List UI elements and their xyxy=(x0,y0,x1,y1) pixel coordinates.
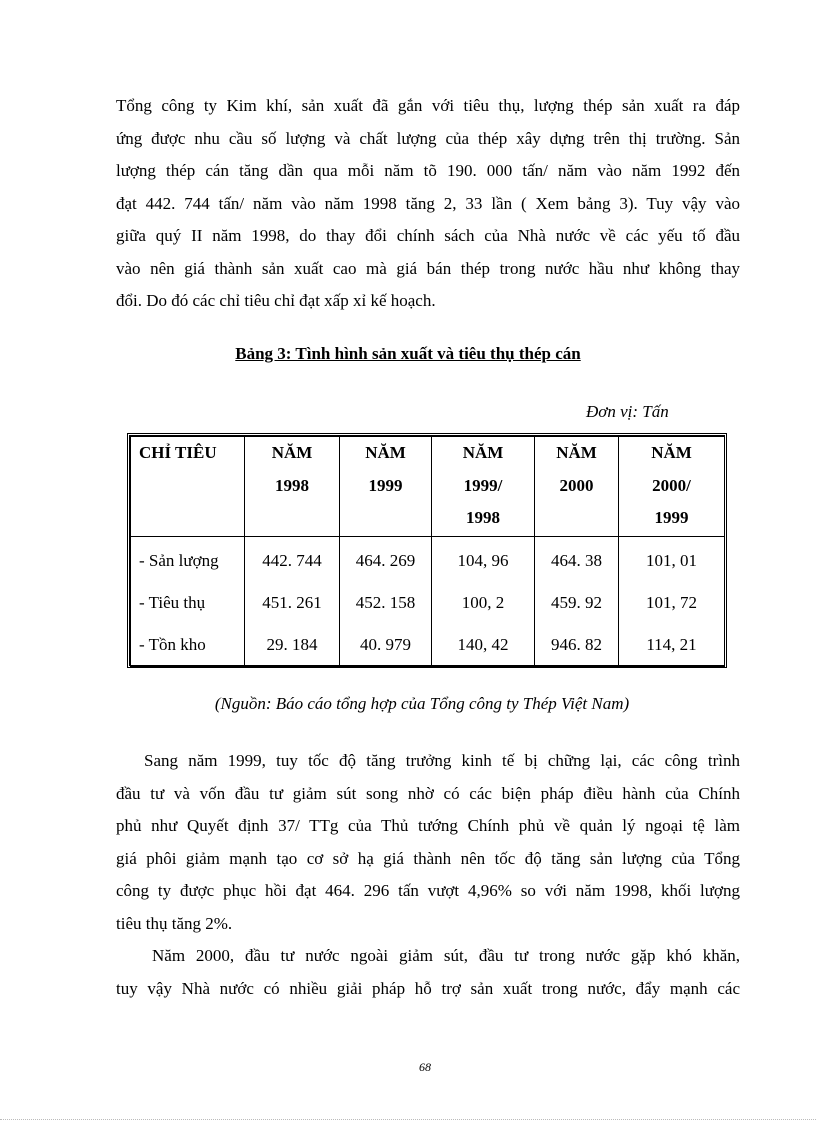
row-label: - Sản lượng xyxy=(131,537,245,583)
header-text: 2000 xyxy=(559,475,594,495)
header-1999 xyxy=(340,437,432,537)
table-cell: 29. 184 xyxy=(245,624,340,667)
table-cell: 100, 2 xyxy=(432,582,535,624)
table-cell: 946. 82 xyxy=(535,624,619,667)
header-2000-1999 xyxy=(619,437,725,537)
header-chi-tieu xyxy=(131,437,245,537)
header-text: NĂM xyxy=(365,443,406,462)
table-cell: 459. 92 xyxy=(535,582,619,624)
header-text: 2000/ xyxy=(652,475,691,495)
header-text: 1998 xyxy=(466,508,500,527)
table-cell: 40. 979 xyxy=(340,624,432,667)
text-line: Sang năm 1999, tuy tốc độ tăng trưởng kinh tế bị chững lại, các công trình xyxy=(144,751,740,770)
row-label: - Tồn kho xyxy=(131,624,245,667)
header-text: 1999 xyxy=(368,475,403,495)
header-text: NĂM xyxy=(651,443,692,462)
text-line: phủ như Quyết định 37/ TTg của Thủ tướng Chính phủ về quản lý ngoại tệ làm xyxy=(116,816,740,835)
table-cell: 452. 158 xyxy=(340,582,432,624)
unit-label: Đơn vị: Tấn xyxy=(586,402,669,421)
header-text: 1999/ xyxy=(463,475,503,495)
text-line: đạt 442. 744 tấn/ năm vào năm 1998 tăng 2, 33 lần ( Xem bảng 3). Tuy vậy vào xyxy=(116,193,740,213)
header-text: 1999 xyxy=(654,508,689,527)
header-text: NĂM xyxy=(271,443,313,462)
table-cell: 464. 38 xyxy=(535,537,619,583)
text-line: Năm 2000, đầu tư nước ngoài giảm sút, đầu tư trong nước gặp khó khăn, xyxy=(152,946,740,965)
table-cell: 451. 261 xyxy=(245,582,340,624)
paragraph-1 xyxy=(116,90,740,318)
table-cell: 464. 269 xyxy=(340,537,432,583)
text-line: công ty được phục hồi đạt 464. 296 tấn vượt 4,96% so với năm 1998, khối lượng xyxy=(116,881,740,900)
table-header-row xyxy=(131,437,725,537)
header-1998 xyxy=(245,437,340,537)
row-label: - Tiêu thụ xyxy=(131,582,245,624)
header-text: 1998 xyxy=(275,475,309,495)
text-line: vào nên giá thành sản xuất cao mà giá bán thép trong nước hầu như không thay xyxy=(116,258,740,278)
data-table xyxy=(130,436,725,667)
table-row xyxy=(131,537,725,583)
header-text: NĂM xyxy=(462,443,504,462)
table-cell: 101, 72 xyxy=(619,582,725,624)
table-row xyxy=(131,624,725,667)
text-line: ứng được nhu cầu số lượng và chất lượng của thép xây dựng trên thị trường. Sản xyxy=(116,128,740,148)
source-caption: (Nguồn: Báo cáo tổng hợp của Tổng công ty Thép Việt Nam) xyxy=(214,694,630,713)
table-cell: 104, 96 xyxy=(432,537,535,583)
header-1999-1998 xyxy=(432,437,535,537)
table-cell: 442. 744 xyxy=(245,537,340,583)
text-line: giữa quý II năm 1998, do thay đổi chính sách của Nhà nước về các yếu tố đầu xyxy=(116,226,740,245)
text-line: đầu tư và vốn đầu tư giảm sút song nhờ có các biện pháp điều hành của Chính xyxy=(116,783,740,803)
text-line: giá phôi giảm mạnh tạo cơ sở hạ giá thành nên tốc độ tăng sản lượng của Tổng xyxy=(116,848,740,868)
data-table-frame xyxy=(127,433,727,668)
paragraph-2 xyxy=(116,745,740,940)
header-text: CHỈ TIÊU xyxy=(139,443,217,462)
table-title: Bảng 3: Tình hình sản xuất và tiêu thụ thép cán xyxy=(235,344,581,363)
text-line: lượng thép cán tăng dần qua mỗi năm tõ 190. 000 tấn/ năm vào năm 1992 đến xyxy=(116,161,740,180)
table-cell: 114, 21 xyxy=(619,624,725,667)
page-number: 68 xyxy=(419,1060,431,1074)
table-row xyxy=(131,582,725,624)
table-cell: 101, 01 xyxy=(619,537,725,583)
text-line: đổi. Do đó các chỉ tiêu chỉ đạt xấp xỉ kế hoạch. xyxy=(116,291,436,310)
text-line: Tổng công ty Kim khí, sản xuất đã gắn với tiêu thụ, lượng thép sản xuất ra đáp xyxy=(116,96,740,115)
text-line: tiêu thụ tăng 2%. xyxy=(116,913,233,933)
page-bottom-divider xyxy=(0,1119,816,1120)
paragraph-3 xyxy=(116,940,740,1005)
text-line: tuy vậy Nhà nước có nhiều giải pháp hỗ trợ sản xuất trong nước, đẩy mạnh các xyxy=(116,978,740,998)
header-text: NĂM xyxy=(556,443,597,462)
header-2000 xyxy=(535,437,619,537)
table-cell: 140, 42 xyxy=(432,624,535,667)
